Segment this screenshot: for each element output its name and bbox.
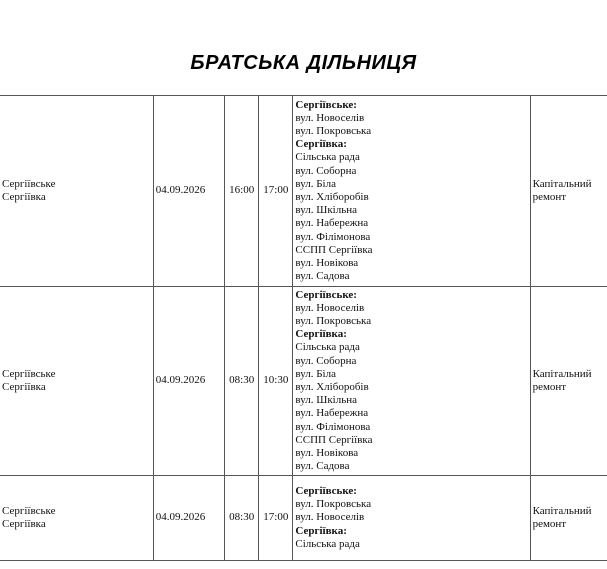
end-time-cell: 17:00 [259,96,293,287]
address-line: вул. Новоселів [295,511,365,524]
start-time-cell: 16:00 [225,96,259,287]
reason-cell [530,287,607,476]
address-line: вул. Садова [295,460,350,473]
address-heading: Сергіївське: [295,98,357,111]
table-row [0,287,607,476]
address-line: вул. Біла [295,367,336,380]
locality-name: Сергіївське [2,177,56,190]
address-line: вул. Покровська [295,314,372,327]
address-line: вул. Біла [295,177,336,190]
table-row [0,96,607,287]
end-time-cell: 17:00 [259,476,293,561]
reason-text: ремонт [532,381,567,393]
outage-schedule-table [0,95,607,561]
address-line: вул. Соборна [295,164,357,177]
locality-cell [0,287,153,476]
locality-name: Сергіївське [2,504,56,517]
address-line: вул. Хліборобів [295,191,369,203]
locality-cell [0,476,153,561]
address-line: Сільська рада [295,151,360,164]
table-body [0,96,607,561]
locality-name: Сергіївське [2,367,56,380]
address-line: вул. Новоселів [295,301,365,314]
address-line: вул. Філімонова [295,420,371,433]
locality-name: Сергіївка [2,518,46,530]
reason-text: ремонт [532,518,567,530]
page-title: БРАТСЬКА ДІЛЬНИЦЯ [190,52,417,74]
address-line: вул. Покровська [295,124,372,137]
date-cell: 04.09.2026 [153,287,224,476]
address-heading: Сергіївка: [295,138,347,151]
address-line: Сільська рада [295,341,360,354]
address-line: вул. Соборна [295,354,357,367]
addresses-cell [293,476,530,561]
address-line: вул. Новікова [295,257,359,270]
date-cell: 04.09.2026 [153,96,224,287]
start-time-cell: 08:30 [225,287,259,476]
address-line: вул. Набережна [295,217,369,230]
locality-name: Сергіївка [2,381,46,393]
reason-text: Капітальний [532,504,592,517]
address-line: вул. Садова [295,270,350,283]
address-heading: Сергіївське: [295,288,357,301]
address-line: ССПП Сергіївка [295,243,373,256]
address-line: вул. Хліборобів [295,381,369,393]
reason-text: Капітальний [532,177,592,190]
date-cell: 04.09.2026 [153,476,224,561]
address-line: вул. Покровська [295,498,372,511]
address-line: Сільська рада [295,537,360,550]
locality-name: Сергіївка [2,191,46,203]
addresses-cell [293,287,530,476]
start-time-cell: 08:30 [225,476,259,561]
reason-text: Капітальний [532,367,592,380]
address-line: вул. Новікова [295,447,359,460]
locality-cell [0,96,153,287]
reason-cell [530,476,607,561]
end-time-cell: 10:30 [259,287,293,476]
address-heading: Сергіївка: [295,328,347,341]
address-heading: Сергіївське: [295,484,357,497]
address-heading: Сергіївка: [295,524,347,537]
address-line: вул. Шкільна [295,394,358,407]
reason-text: ремонт [532,191,567,203]
address-line: вул. Набережна [295,407,369,420]
address-line: вул. Філімонова [295,230,371,243]
address-line: вул. Шкільна [295,204,358,217]
address-line: вул. Новоселів [295,111,365,124]
address-line: ССПП Сергіївка [295,433,373,446]
reason-cell [530,96,607,287]
addresses-cell [293,96,530,287]
table-row [0,476,607,561]
